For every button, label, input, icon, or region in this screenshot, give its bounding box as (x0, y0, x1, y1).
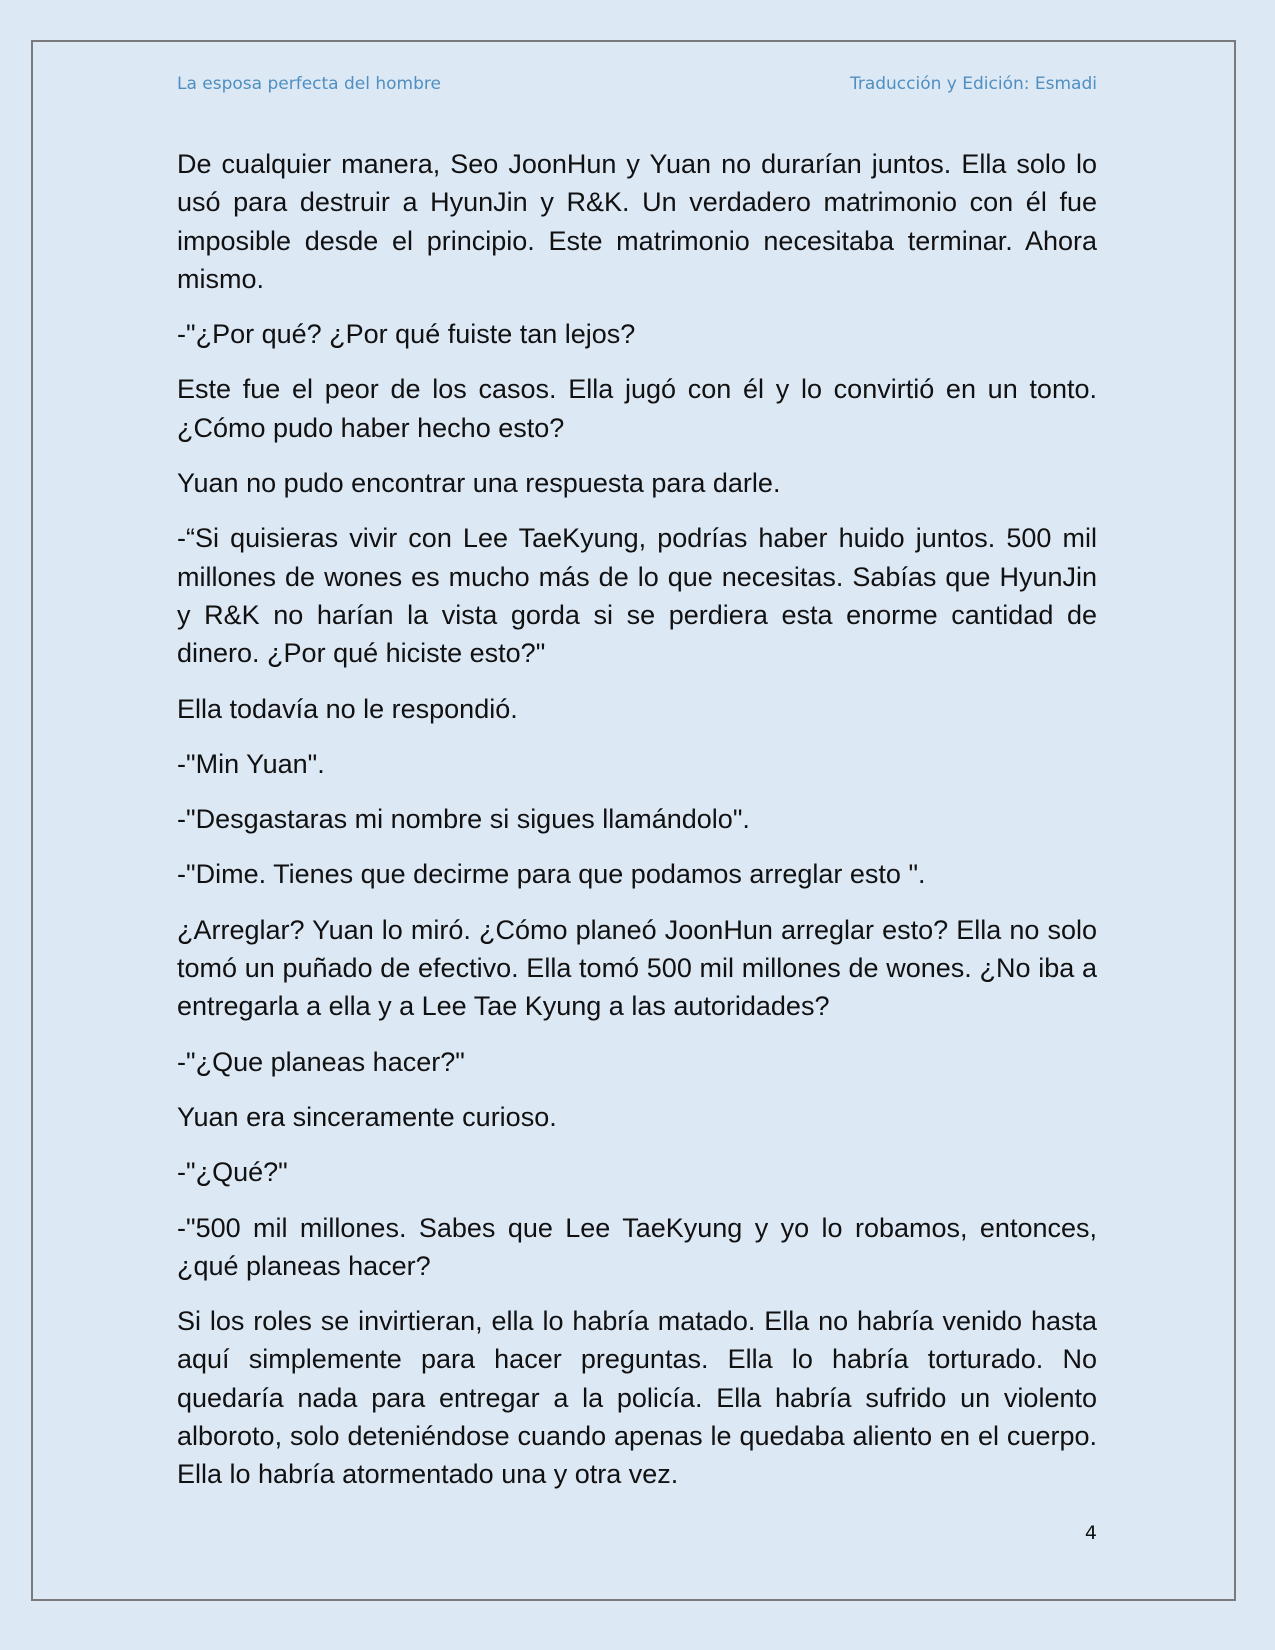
paragraph: -"¿Que planeas hacer?" (177, 1046, 465, 1077)
header-credits: Traducción y Edición: Esmadi (849, 74, 1097, 94)
paragraph: ¿Arreglar? Yuan lo miró. ¿Cómo planeó JoonHun arreglar esto? Ella no solo tomó un puñado de efectivo. Ella tomó 500 mil millones de wones. ¿No iba a entregarla a ella y a Lee Tae Kyung a las autoridades? (177, 914, 1097, 1022)
paragraph: Este fue el peor de los casos. Ella jugó con él y lo convirtió en un tonto. ¿Cómo pudo haber hecho esto? (177, 374, 1097, 443)
paragraph: -"500 mil millones. Sabes que Lee TaeKyung y yo lo robamos, entonces, ¿qué planeas hacer? (177, 1212, 1097, 1281)
page-header (177, 74, 1097, 100)
paragraph: Yuan era sinceramente curioso. (177, 1101, 557, 1132)
header-book-title: La esposa perfecta del hombre (177, 74, 441, 94)
paragraph: Si los roles se invirtieran, ella lo habría matado. Ella no habría venido hasta aquí simplemente para hacer preguntas. Ella lo habría torturado. No quedaría nada para entregar a la policía. Ella habría sufrido un violento alboroto, solo deteniéndose cuando apenas le quedaba aliento en el cuerpo. Ella lo habría atormentado una y otra vez. (177, 1306, 1097, 1490)
paragraph: -"¿Por qué? ¿Por qué fuiste tan lejos? (177, 319, 636, 350)
paragraph: -“Si quisieras vivir con Lee TaeKyung, podrías haber huido juntos. 500 mil millones de wones es mucho más de lo que necesitas. Sabías que HyunJin y R&K no harían la vista gorda si se perdiera esta enorme cantidad de dinero. ¿Por qué hiciste esto?" (177, 523, 1097, 669)
paragraph: De cualquier manera, Seo JoonHun y Yuan no durarían juntos. Ella solo lo usó para destruir a HyunJin y R&K. Un verdadero matrimonio con él fue imposible desde el principio. Este matrimonio necesitaba terminar. Ahora mismo. (177, 149, 1097, 294)
paragraph: -"¿Qué?" (177, 1157, 288, 1188)
paragraph: Ella todavía no le respondió. (177, 693, 518, 724)
paragraph: -"Min Yuan". (177, 748, 325, 779)
paragraph: -"Dime. Tienes que decirme para que podamos arreglar esto ". (177, 859, 926, 890)
page-number: 4 (1084, 1522, 1097, 1544)
paragraph: Yuan no pudo encontrar una respuesta para darle. (177, 468, 781, 499)
paragraph: -"Desgastaras mi nombre si sigues llamándolo". (177, 804, 750, 835)
document-body (177, 145, 1097, 1511)
